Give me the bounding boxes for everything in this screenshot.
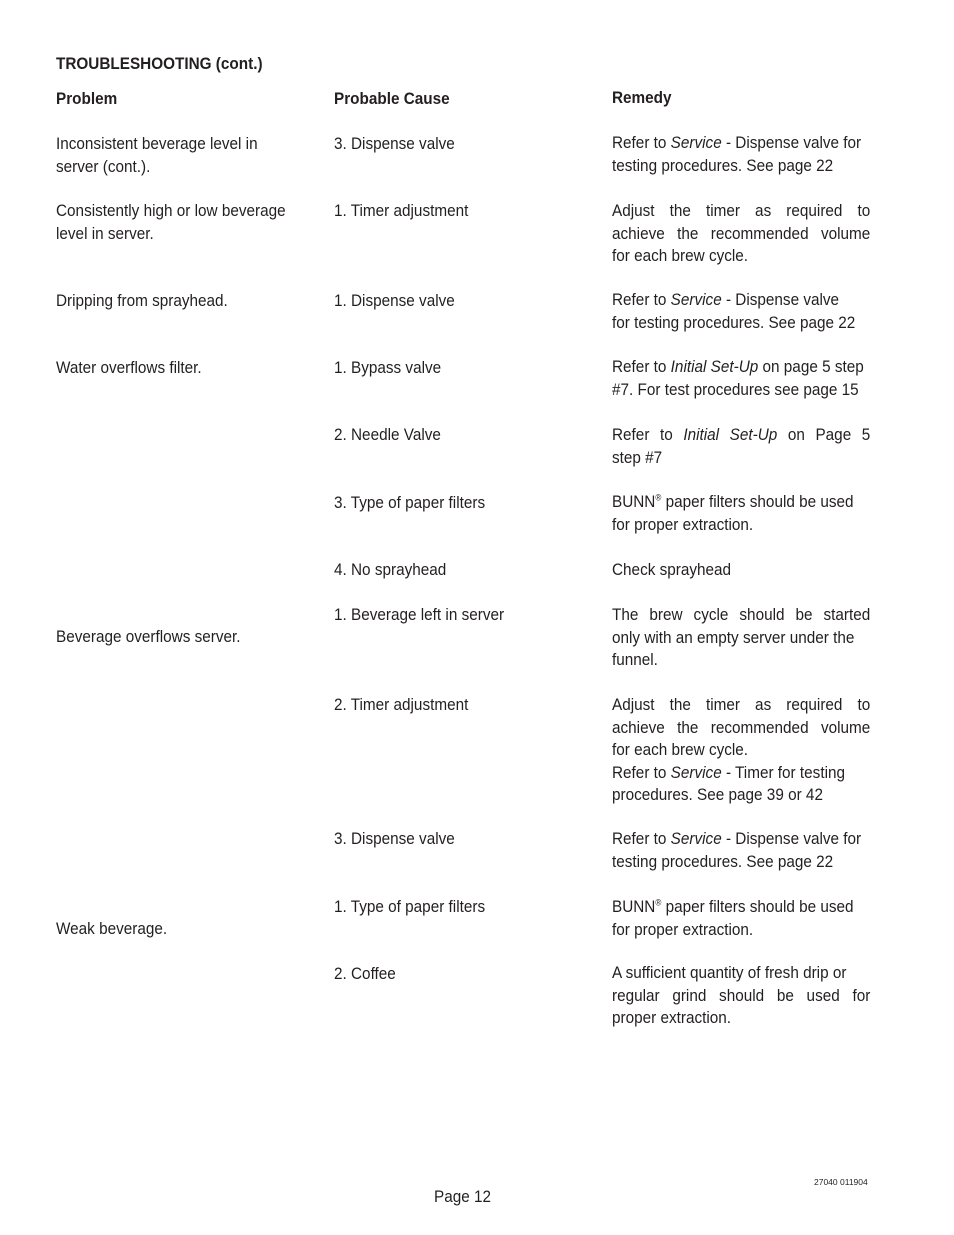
section-title: TROUBLESHOOTING (cont.) [56, 54, 263, 73]
remedy-item: BUNN® paper filters should be used for proper extraction. [612, 492, 854, 534]
cause-item: 1. Dispense valve [334, 291, 455, 310]
cause-item: 2. Needle Valve [334, 425, 441, 444]
remedy-item: Refer to Service - Dispense valve for testing procedures. See page 22 [612, 133, 862, 175]
problem-water-overflows-filter: Water overflows filter. [56, 358, 202, 377]
cause-item: 1. Type of paper filters [334, 897, 486, 916]
cause-item: 1. Bypass valve [334, 358, 442, 377]
remedy-item: Refer to Service - Dispense valve for testing procedures. See page 22 [612, 290, 856, 332]
header-remedy: Remedy [612, 88, 672, 107]
problem-beverage-overflows-server: Beverage overflows server. [56, 627, 241, 646]
cause-item: 3. Dispense valve [334, 134, 455, 153]
remedy-item: Adjust the timer as required to achieve the recommended volume for each brew cycle. [612, 201, 871, 265]
remedy-item: The brew cycle should be started only with an empty server under the funnel. [612, 605, 871, 669]
cause-item: 1. Beverage left in server [334, 605, 505, 624]
cause-item: 1. Timer adjustment [334, 201, 469, 220]
remedy-item: A sufficient quantity of fresh drip or regular grind should be used for proper extraction. [612, 963, 871, 1027]
remedy-item: Refer to Initial Set-Up on Page 5 step #7 [612, 425, 871, 467]
cause-item: 3. Dispense valve [334, 829, 455, 848]
remedy-item: Check sprayhead [612, 560, 732, 579]
remedy-item: Refer to Service - Dispense valve for testing procedures. See page 22 [612, 829, 862, 871]
page-number: Page 12 [434, 1187, 492, 1206]
problem-dripping-sprayhead: Dripping from sprayhead. [56, 291, 228, 310]
remedy-item: BUNN® paper filters should be used for proper extraction. [612, 897, 854, 939]
cause-item: 2. Timer adjustment [334, 695, 469, 714]
problem-inconsistent-level: Inconsistent beverage level in server (cont.). [56, 134, 258, 176]
remedy-item: Refer to Initial Set-Up on page 5 step #7. For test procedures see page 15 [612, 357, 864, 399]
cause-item: 4. No sprayhead [334, 560, 447, 579]
cause-item: 2. Coffee [334, 964, 396, 983]
remedy-item: Adjust the timer as required to achieve the recommended volume for each brew cycle. Refer to Service - Timer for testing procedures. See page 39 or 42 [612, 695, 871, 804]
document-code: 27040 011904 [814, 1177, 868, 1187]
header-problem: Problem [56, 89, 118, 108]
problem-high-low-level: Consistently high or low beverage level in server. [56, 201, 286, 243]
header-probable-cause: Probable Cause [334, 89, 450, 108]
problem-weak-beverage: Weak beverage. [56, 919, 168, 938]
cause-item: 3. Type of paper filters [334, 493, 486, 512]
